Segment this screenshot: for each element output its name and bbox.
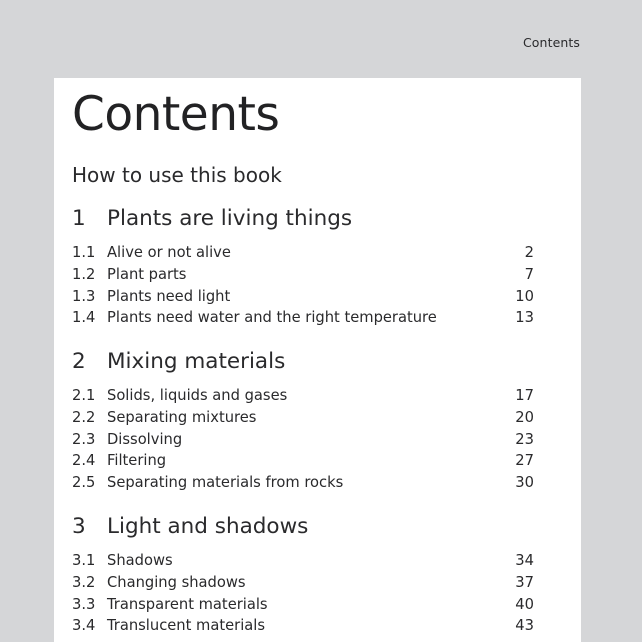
toc-entry[interactable] [72, 409, 534, 431]
entry-page: 2 [524, 244, 534, 261]
entry-page: 20 [515, 408, 534, 426]
toc-entry[interactable] [72, 596, 534, 618]
entry-number: 2.5 [72, 474, 96, 492]
entry-title: Separating materials from rocks [107, 474, 344, 492]
section-heading[interactable] [72, 349, 534, 380]
entry-page: 7 [524, 265, 534, 283]
page-title: Contents [72, 87, 280, 142]
entry-title: Solids, liquids and gases [107, 387, 288, 404]
toc-entry[interactable] [72, 617, 534, 639]
entry-title: Transparent materials [107, 595, 268, 613]
toc-entry[interactable] [72, 266, 534, 288]
section-title: Plants are living things [107, 206, 353, 231]
entry-list [72, 552, 534, 639]
entry-list [72, 387, 534, 496]
toc-entry[interactable] [72, 474, 534, 496]
entry-number: 1.1 [72, 244, 96, 261]
entry-number: 3.4 [72, 617, 96, 635]
entry-page: 43 [515, 617, 534, 635]
entry-title: Separating mixtures [107, 408, 257, 426]
toc-entry[interactable] [72, 244, 534, 266]
entry-page: 23 [515, 430, 534, 448]
entry-page: 34 [515, 552, 534, 569]
entry-number: 1.2 [72, 265, 96, 283]
entry-number: 1.3 [72, 287, 96, 305]
entry-title: Alive or not alive [107, 244, 231, 261]
toc-entry[interactable] [72, 387, 534, 409]
section-1 [72, 206, 534, 331]
entry-title: Plant parts [107, 265, 187, 283]
entry-number: 3.3 [72, 595, 96, 613]
intro-link-how-to-use[interactable]: How to use this book [72, 163, 282, 187]
section-2 [72, 349, 534, 496]
entry-page: 17 [515, 387, 534, 404]
toc-entry[interactable] [72, 288, 534, 310]
entry-page: 40 [515, 595, 534, 613]
entry-page: 37 [515, 573, 534, 591]
entry-title: Changing shadows [107, 573, 246, 591]
entry-number: 2.2 [72, 408, 96, 426]
entry-number: 3.1 [72, 552, 96, 569]
entry-title: Shadows [107, 552, 173, 569]
entry-page: 30 [515, 474, 534, 492]
entry-title: Dissolving [107, 430, 183, 448]
section-number: 2 [72, 349, 86, 374]
running-header: Contents [522, 35, 580, 50]
entry-page: 27 [515, 452, 534, 470]
entry-title: Translucent materials [107, 617, 266, 635]
section-heading[interactable] [72, 206, 534, 237]
entry-title: Filtering [107, 452, 167, 470]
entry-page: 10 [515, 287, 534, 305]
toc-entry[interactable] [72, 452, 534, 474]
toc-entry[interactable] [72, 431, 534, 453]
entry-number: 3.2 [72, 573, 96, 591]
toc-entry[interactable] [72, 574, 534, 596]
entry-title: Plants need water and the right temperature [107, 309, 437, 327]
entry-list [72, 244, 534, 331]
section-title: Light and shadows [107, 514, 309, 539]
entry-number: 2.3 [72, 430, 96, 448]
entry-number: 2.1 [72, 387, 96, 404]
entry-number: 2.4 [72, 452, 96, 470]
section-heading[interactable] [72, 514, 534, 545]
section-title: Mixing materials [107, 349, 286, 374]
toc-entry[interactable] [72, 552, 534, 574]
toc-entry[interactable] [72, 309, 534, 331]
section-number: 1 [72, 206, 86, 231]
entry-number: 1.4 [72, 309, 96, 327]
section-number: 3 [72, 514, 86, 539]
entry-page: 13 [515, 309, 534, 327]
entry-title: Plants need light [107, 287, 231, 305]
contents-page [54, 78, 581, 642]
section-3 [72, 514, 534, 639]
